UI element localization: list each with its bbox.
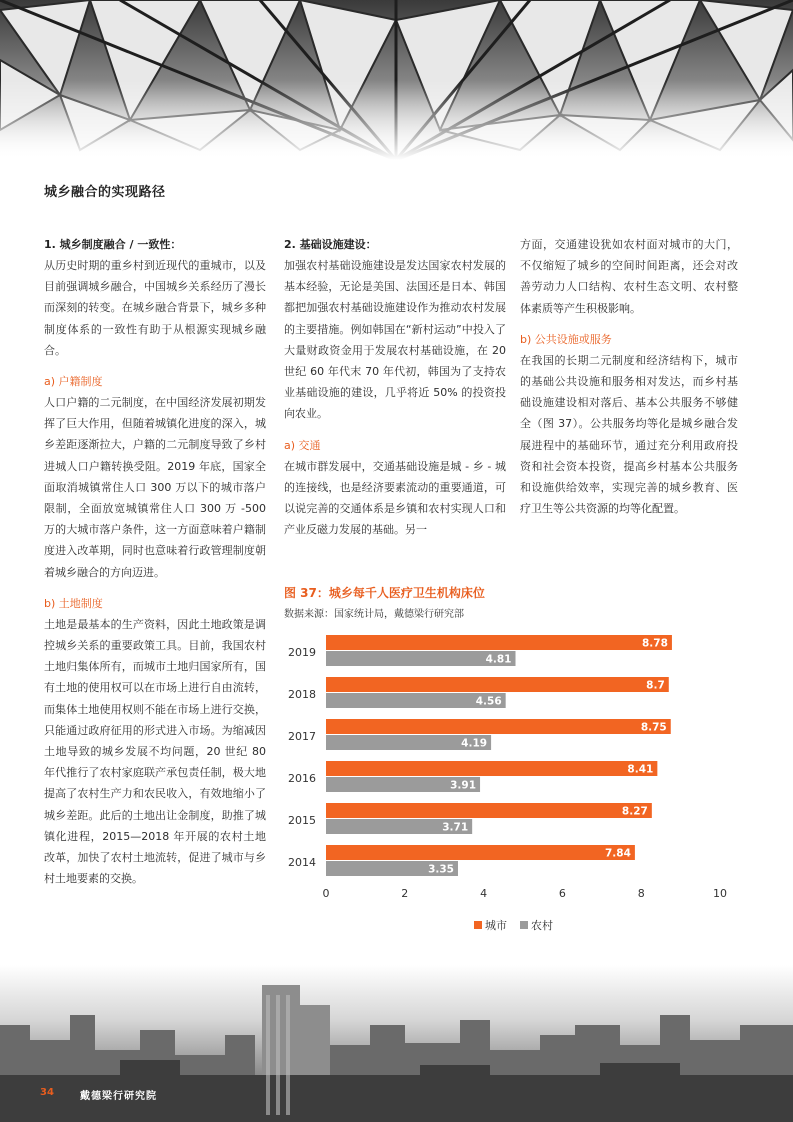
- bar-value-label: 3.91: [450, 779, 477, 792]
- bar-urban: [326, 635, 672, 650]
- x-tick-label: 4: [480, 887, 488, 900]
- text-column-2: [284, 234, 506, 540]
- legend-entry: 城市: [485, 919, 507, 932]
- figure-title: 图 37：城乡每千人医疗卫生机构床位: [284, 586, 485, 600]
- figure-source: 数据来源：国家统计局，戴德梁行研究部: [284, 609, 464, 620]
- paragraph-transport-continued: 方面，交通建设犹如农村面对城市的大门，不仅缩短了城乡的空间时间距离，还会对改善劳动力人口结构、农村生态文明、农村整体素质等产生积极影响。: [520, 238, 738, 315]
- x-tick-label: 10: [713, 887, 727, 900]
- bar-value-label: 8.75: [640, 721, 667, 734]
- category-label: 2014: [288, 856, 316, 869]
- bar-urban: [326, 803, 652, 818]
- bar-value-label: 8.27: [621, 805, 648, 818]
- paragraph-infrastructure: 加强农村基础设施建设是发达国家农村发展的基本经验，无论是美国、法国还是日本、韩国都把加强农村基础设施建设作为推动农村发展的主要措施。例如韩国在“新村运动”中投入了大量财政资金用于发展农村基础设施，在 20 世纪 60 年代末 70 年代初，韩国为了支持农业基础设施的建设，几乎将近 50% 的投资投向农业。: [284, 259, 506, 421]
- bar-value-label: 3.35: [428, 863, 454, 876]
- text-column-3: [520, 234, 738, 519]
- paragraph-household-registration: 人口户籍的二元制度，在中国经济发展初期发挥了巨大作用，但随着城镇化进度的深入，城乡差距逐渐拉大，户籍的二元制度导致了乡村进城人口户籍转换受阻。2019 年底，国家全面取消城镇常住人口 300 万以下的城市落户限制，全面放宽城镇常住人口 300 万 -500 万的大城市落户条件，这一方面意味着户籍制度进入改革期，同时也意味着行政管理制度朝着城乡融合的方向迈进。: [44, 396, 266, 579]
- bar-urban: [326, 677, 669, 692]
- page-number: 34: [40, 1087, 54, 1098]
- legend-swatch: [474, 921, 482, 929]
- bar-urban: [326, 761, 657, 776]
- chart-canvas: [280, 625, 750, 945]
- x-tick-label: 0: [322, 887, 330, 900]
- paragraph-transport: 在城市群发展中，交通基础设施是城 - 乡 - 城的连接线，也是经济要素流动的重要通道，可以说完善的交通体系是乡镇和农村实现人口和产业反磁力发展的基础。另一: [284, 459, 506, 537]
- legend-entry: 农村: [531, 919, 553, 932]
- header-banner-image: [0, 0, 793, 160]
- bar-chart: [280, 625, 750, 945]
- category-label: 2017: [288, 730, 316, 743]
- paragraph-land-system: 土地是最基本的生产资料，因此土地政策是调控城乡关系的重要政策工具。目前，我国农村土地归集体所有，而城市土地归国家所有，国有土地的使用权可以在市场上进行自由流转，而集体土地使用权则不能在市场上进行交换，只能通过政府征用的形式进入市场。为缩减因土地导致的城乡发展不均问题，20 世纪 80 年代推行了农村家庭联产承包责任制，极大地提高了农村生产力和农民收入，有效地缩小了城乡差距。此后的土地出让金制度，助推了城镇化进程，2015—2018 年开展的农村土地改革，加快了农村土地流转，促进了城市与乡村土地要素的交换。: [44, 617, 266, 886]
- subheading-household-registration: a) 户籍制度: [44, 375, 103, 389]
- bar-value-label: 4.81: [485, 653, 512, 666]
- subheading-transport: a) 交通: [284, 438, 321, 452]
- category-label: 2018: [288, 688, 316, 701]
- paragraph-institutional-integration: 从历史时期的重乡村到近现代的重城市，以及目前强调城乡融合，中国城乡关系经历了漫长而深刻的转变。在城乡融合背景下，城乡多种制度体系的一致性有助于从根源实现城乡融合。: [44, 259, 266, 357]
- bar-value-label: 8.41: [627, 763, 654, 776]
- heading-institutional-integration: 1. 城乡制度融合 / 一致性：: [44, 238, 182, 251]
- text-column-1: [44, 234, 266, 889]
- paragraph-public-services: 在我国的长期二元制度和经济结构下，城市的基础公共设施和服务相对发达，而乡村基础设施建设相对落后、基本公共服务不够健全（图 37）。公共服务均等化是城乡融合发展进程中的基础环节，通过充分利用政府投资和社会资本投资，提高乡村基本公共服务和设施供给效率，实现完善的城乡教育、医疗卫生等公共资源的均等化配置。: [520, 353, 738, 516]
- bar-value-label: 8.7: [646, 679, 665, 692]
- subheading-public-services: b) 公共设施或服务: [520, 332, 612, 346]
- category-label: 2016: [288, 772, 316, 785]
- bar-urban: [326, 719, 671, 734]
- bar-value-label: 8.78: [642, 637, 668, 650]
- bar-value-label: 7.84: [604, 847, 631, 860]
- legend-swatch: [520, 921, 528, 929]
- category-label: 2019: [288, 646, 316, 659]
- x-tick-label: 6: [558, 887, 566, 900]
- x-tick-label: 8: [637, 887, 645, 900]
- bar-value-label: 4.56: [475, 695, 502, 708]
- bar-value-label: 4.19: [461, 737, 488, 750]
- subheading-land-system: b) 土地制度: [44, 596, 103, 610]
- heading-infrastructure: 2. 基础设施建设：: [284, 238, 377, 251]
- bar-value-label: 3.71: [442, 821, 469, 834]
- x-tick-label: 2: [401, 887, 409, 900]
- section-title: 城乡融合的实现路径: [44, 185, 166, 200]
- category-label: 2015: [288, 814, 316, 827]
- bar-urban: [326, 845, 635, 860]
- footer-brand: 戴德梁行研究院: [80, 1091, 157, 1102]
